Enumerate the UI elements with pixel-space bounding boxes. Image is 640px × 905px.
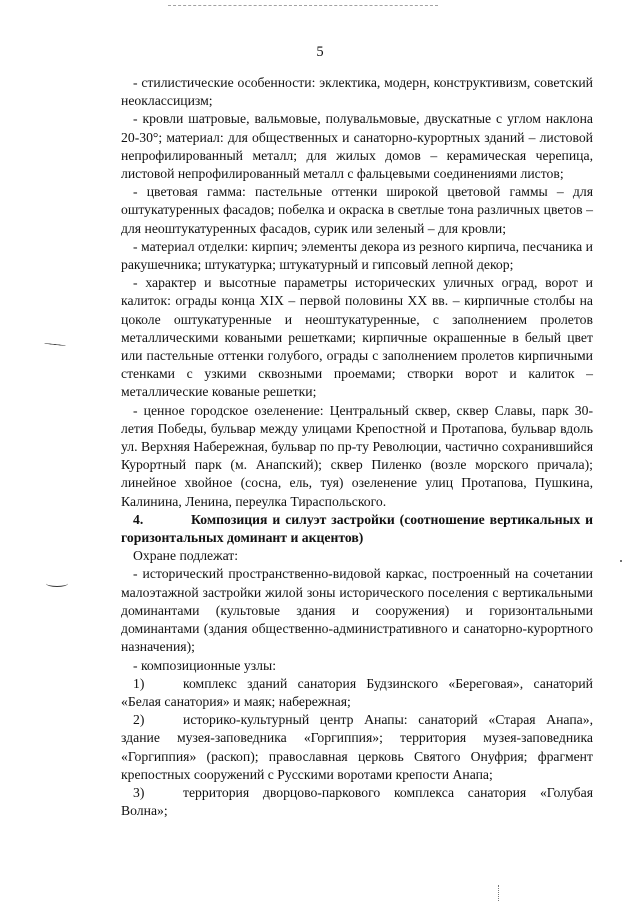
list-item: [121, 675, 593, 711]
paragraph: - композиционные узлы:: [133, 657, 276, 673]
list-item: [121, 784, 593, 820]
paragraph: - исторический пространственно-видовой каркас, построенный на сочетании малоэтажной застройки жилой зоны исторического поселения с вертикальными доминантами (культовые здания и сооружения) и горизонтальными доминантами (здания общественно-административного и санаторно-курортного назначения);: [121, 566, 593, 655]
body-text: [121, 74, 593, 820]
scan-top-line: [168, 5, 438, 6]
list-item-text: комплекс зданий санатория Будзинского «Береговая», санаторий «Белая санатория» и маяк; набережная;: [121, 675, 593, 709]
margin-mark: [44, 343, 66, 346]
paragraph: - стилистические особенности: эклектика, модерн, конструктивизм, советский неоклассицизм;: [121, 75, 593, 109]
section-title: Композиция и силуэт застройки (соотношение вертикальных и горизонтальных доминант и акцентов): [121, 511, 593, 546]
section-heading: [121, 511, 593, 547]
paragraph: - характер и высотные параметры исторических уличных оград, ворот и калиток: ограды конца XIX – первой половины XX вв. – кирпичные столбы на цоколе оштукатуренные и неоштукатуренные, с заполнением пролетов металлическими коваными решетками; кирпичные окрашенные в белый цвет или пастельные оттенки голубого, ограды с заполнением пролетов кирпичными стенками с узкими сквозными проемами; створки ворот и калиток – металлические кованые решетки;: [121, 275, 593, 400]
paragraph: - ценное городское озеленение: Центральный сквер, сквер Славы, парк 30-летия Победы, бульвар между улицами Крепостной и Протапова, бульвар вдоль ул. Верхняя Набережная, бульвар по пр-ту Революции, частично сохранившийся Курортный парк (м. Анапский); сквер Пиленко (возле морского причала); линейное хвойное (сосна, ель, туя) озеленение улиц Протапова, Пушкина, Калинина, Ленина, переулка Тираспольского.: [121, 402, 593, 509]
paragraph: - материал отделки: кирпич; элементы декора из резного кирпича, песчаника и ракушечника; штукатурка; штукатурный и гипсовый лепной декор;: [121, 238, 593, 273]
paragraph: - кровли шатровые, вальмовые, полувальмовые, двускатные с углом наклона 20-30°; материал: для общественных и санаторно-курортных зданий – листовой непрофилированный металл; для жилых домов – керамическая черепица, листовой непрофилированный металл с фальцевыми соединениями листов;: [121, 111, 593, 182]
list-item-number: 2): [133, 712, 145, 728]
page-number: 5: [316, 44, 324, 60]
scan-speck: [620, 560, 622, 562]
list-item-number: 1): [133, 675, 145, 691]
margin-mark: [46, 580, 68, 587]
paragraph: - цветовая гамма: пастельные оттенки широкой цветовой гаммы – для оштукатуренных фасадов; побелка и окраска в светлые тона различных цветов – для неоштукатуренных фасадов, сурик или зеленый – для кровли;: [121, 184, 593, 236]
list-item: [121, 711, 593, 784]
list-item-number: 3): [133, 784, 145, 800]
paragraph: Охране подлежат:: [133, 548, 239, 564]
section-number: 4.: [133, 511, 144, 527]
list-item-text: территория дворцово-паркового комплекса санатория «Голубая Волна»;: [121, 784, 593, 819]
scan-speck: [498, 885, 500, 901]
list-item-text: историко-культурный центр Анапы: санаторий «Старая Анапа», здание музея-заповедника «Горгиппия»; территория музея-заповедника «Горгиппия» (раскоп); православная церковь Святого Онуфрия; фрагмент крепостных сооружений с Русскими воротами крепости Анапа;: [121, 712, 593, 782]
